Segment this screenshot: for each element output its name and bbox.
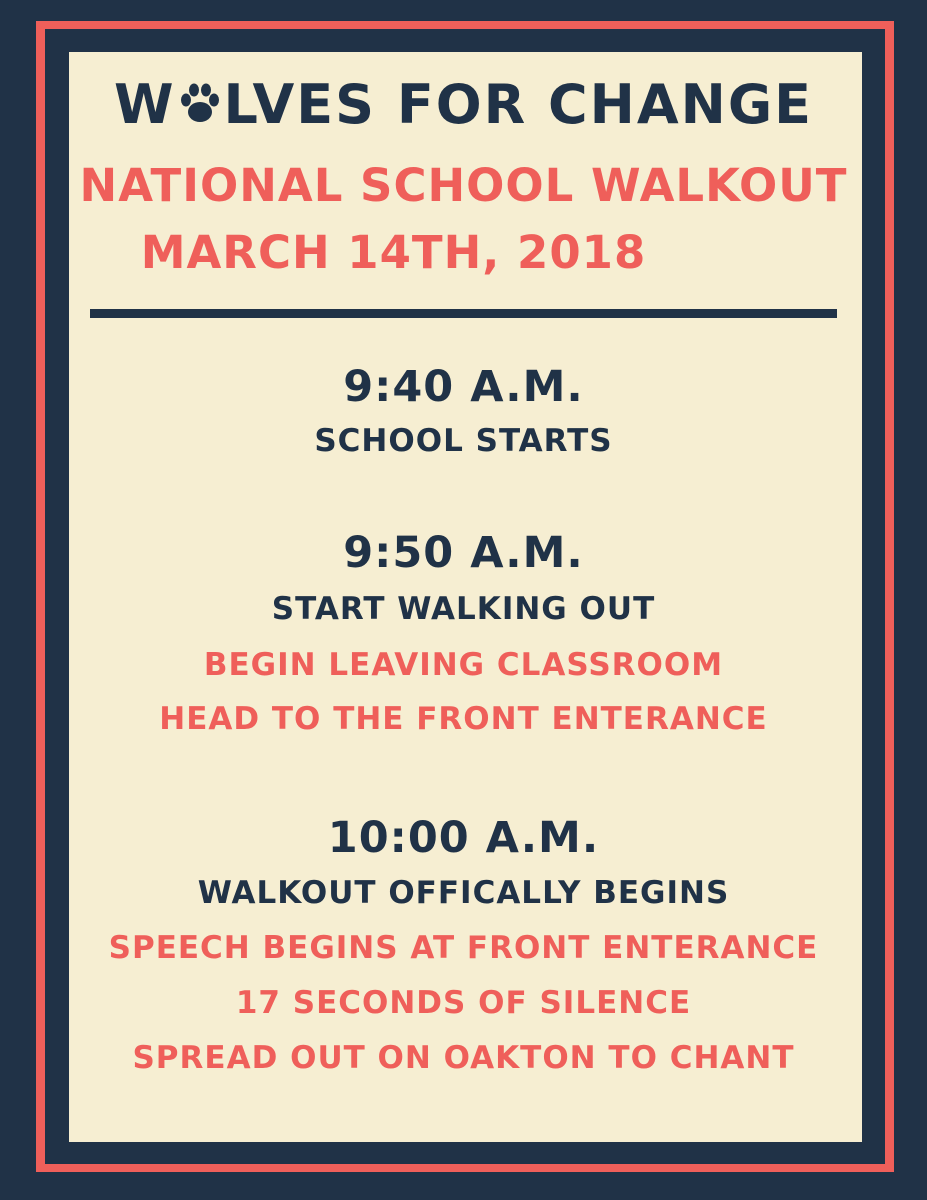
paw-print-icon [177,81,223,127]
schedule-title-2: START WALKING OUT [271,591,656,627]
schedule-detail-3-2: 17 SECONDS OF SILENCE [235,985,692,1021]
divider [90,309,837,318]
schedule-detail-2-1: BEGIN LEAVING CLASSROOM [203,647,724,683]
schedule-detail-2-2: HEAD TO THE FRONT ENTERANCE [159,701,768,737]
title-prefix: W [113,73,176,136]
schedule-time-1: 9:40 A.M. [343,362,584,412]
event-date: MARCH 14TH, 2018 [140,226,647,279]
title-suffix: LVES FOR CHANGE [223,73,814,136]
schedule-detail-3-1: SPEECH BEGINS AT FRONT ENTERANCE [108,930,819,966]
poster-title [0,73,927,136]
event-name: NATIONAL SCHOOL WALKOUT [79,159,848,212]
schedule-detail-3-3: SPREAD OUT ON OAKTON TO CHANT [132,1040,795,1076]
schedule-time-2: 9:50 A.M. [343,528,584,578]
schedule-title-1: SCHOOL STARTS [314,423,613,459]
schedule-title-3: WALKOUT OFFICALLY BEGINS [197,875,730,911]
schedule-time-3: 10:00 A.M. [327,813,600,863]
